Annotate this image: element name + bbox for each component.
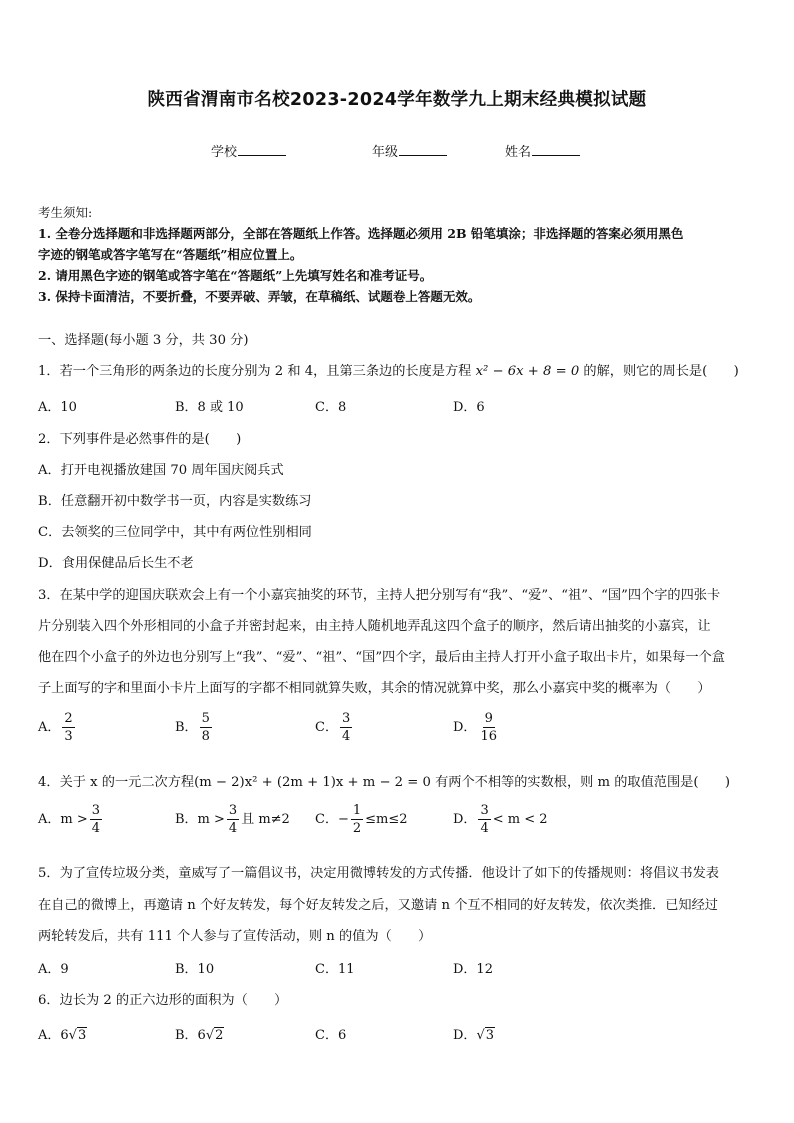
q3-d-fraction: $\frac{9}{16}$ xyxy=(480,711,497,744)
school-label: 学校 xyxy=(211,145,238,160)
q1-option-b: B．8 或 10 xyxy=(175,400,244,415)
notice-heading: 考生须知: xyxy=(38,205,93,220)
grade-label: 年级 xyxy=(372,145,399,160)
q5-option-c: C．11 xyxy=(315,962,355,977)
question-3-line-3: 他在四个小盒子的外边也分别写上“我”、“爱”、“祖”、“国”四个字，最后由主持人打开小盒子取出卡片，如果每一个盒 xyxy=(38,650,725,665)
q3-option-b: B． $\frac{5}{8}$ xyxy=(175,711,210,744)
q4-option-d: D． $\frac{3}{4}$ < m < 2 xyxy=(453,803,548,836)
q2-option-c: C．去领奖的三位同学中，其中有两位性别相同 xyxy=(38,525,312,540)
q6-a-radicand: 3 xyxy=(77,1028,87,1043)
question-4-stem: 4．关于 x 的一元二次方程(m − 2)x² + (2m + 1)x + m − 2 = 0 有两个不相等的实数根，则 m 的取值范围是( ) xyxy=(38,775,731,790)
q5-option-a: A．9 xyxy=(38,962,69,977)
q6-d-radicand: 3 xyxy=(485,1028,495,1043)
q2-option-b: B．任意翻开初中数学书一页，内容是实数练习 xyxy=(38,494,312,509)
question-3-line-4: 子上面写的字和里面小卡片上面写的字都不相同就算失败，其余的情况就算中奖，那么小嘉宾中奖的概率为（ ） xyxy=(38,681,711,696)
grade-field xyxy=(372,141,447,160)
q3-a-fraction: $\frac{2}{3}$ xyxy=(64,711,73,744)
q6-b-radicand: 2 xyxy=(215,1028,224,1043)
question-6-stem: 6．边长为 2 的正六边形的面积为（ ） xyxy=(38,993,288,1008)
notice-item-1b: 字迹的钢笔或答字笔写在“答题纸”相应位置上。 xyxy=(38,247,303,262)
school-blank xyxy=(238,143,286,156)
school-field xyxy=(211,141,286,160)
q4-option-a: A．m > $\frac{3}{4}$ xyxy=(38,803,101,836)
name-field xyxy=(505,141,580,160)
q4-b-fraction: $\frac{3}{4}$ xyxy=(228,803,238,836)
question-5-line-2: 在自己的微博上，再邀请 n 个好友转发，每个好友转发之后，又邀请 n 个互不相同的好友转发，依次类推．已知经过 xyxy=(38,898,718,913)
q2-option-d: D．食用保健品后长生不老 xyxy=(38,556,194,571)
question-5-line-3: 两轮转发后，共有 111 个人参与了宣传活动，则 n 的值为（ ） xyxy=(38,929,432,944)
notice-item-3: 3. 保持卡面清洁，不要折叠，不要弄破、弄皱，在草稿纸、试题卷上答题无效。 xyxy=(38,289,481,304)
q3-b-fraction: $\frac{5}{8}$ xyxy=(201,711,210,744)
notice-item-1a: 1. 全卷分选择题和非选择题两部分，全部在答题纸上作答。选择题必须用 2B 铅笔填涂；非选择题的答案必须用黑色 xyxy=(38,226,684,241)
notice-item-2: 2. 请用黑色字迹的钢笔或答字笔在“答题纸”上先填写姓名和准考证号。 xyxy=(38,268,433,283)
q5-option-d: D．12 xyxy=(453,962,493,977)
q4-option-b: B．m > $\frac{3}{4}$ 且 m≠2 xyxy=(175,803,290,836)
q6-option-b: B．6√2 xyxy=(175,1028,224,1043)
question-3-line-2: 片分别装入四个外形相同的小盒子并密封起来，由主持人随机地弄乱这四个盒子的顺序，然后请出抽奖的小嘉宾，让 xyxy=(38,619,711,634)
q6-option-a: A．6√3 xyxy=(38,1028,87,1043)
q4-option-c: C．− $\frac{1}{2}$ ≤m≤2 xyxy=(315,803,408,836)
question-5-line-1: 5．为了宣传垃圾分类，童威写了一篇倡议书，决定用微博转发的方式传播．他设计了如下的传播规则：将倡议书发表 xyxy=(38,866,719,881)
q2-option-a: A．打开电视播放建国 70 周年国庆阅兵式 xyxy=(38,463,284,478)
name-label: 姓名 xyxy=(505,145,532,160)
q3-option-c: C． $\frac{3}{4}$ xyxy=(315,711,351,744)
q1-option-c: C．8 xyxy=(315,400,347,415)
q6-option-d: D．√3 xyxy=(453,1028,495,1043)
name-blank xyxy=(532,143,580,156)
q1-option-d: D．6 xyxy=(453,400,485,415)
q3-option-a: A． $\frac{2}{3}$ xyxy=(38,711,73,744)
q3-c-fraction: $\frac{3}{4}$ xyxy=(341,711,351,744)
q4-a-fraction: $\frac{3}{4}$ xyxy=(91,803,101,836)
grade-blank xyxy=(399,143,447,156)
question-2-stem: 2．下列事件是必然事件的是( ) xyxy=(38,432,242,447)
q3-option-d: D． $\frac{9}{16}$ xyxy=(453,711,497,744)
q4-c-fraction: $\frac{1}{2}$ xyxy=(352,803,362,836)
exam-title: 陕西省渭南市名校2023-2024学年数学九上期末经典模拟试题 xyxy=(147,90,647,110)
question-3-line-1: 3．在某中学的迎国庆联欢会上有一个小嘉宾抽奖的环节，主持人把分别写有“我”、“爱”、“祖”、“国”四个字的四张卡 xyxy=(38,588,721,603)
q1-option-a: A．10 xyxy=(38,400,77,415)
q5-option-b: B．10 xyxy=(175,962,215,977)
section-heading: 一、选择题(每小题 3 分，共 30 分) xyxy=(38,333,249,348)
q6-option-c: C．6 xyxy=(315,1028,347,1043)
q1-equation: x² − 6x + 8 = 0 xyxy=(475,364,580,379)
q4-d-fraction: $\frac{3}{4}$ xyxy=(480,803,489,836)
question-1-stem: 1．若一个三角形的两条边的长度分别为 2 和 4，且第三条边的长度是方程 x² − 6x + 8 = 0 的解，则它的周长是( ) xyxy=(38,364,739,379)
